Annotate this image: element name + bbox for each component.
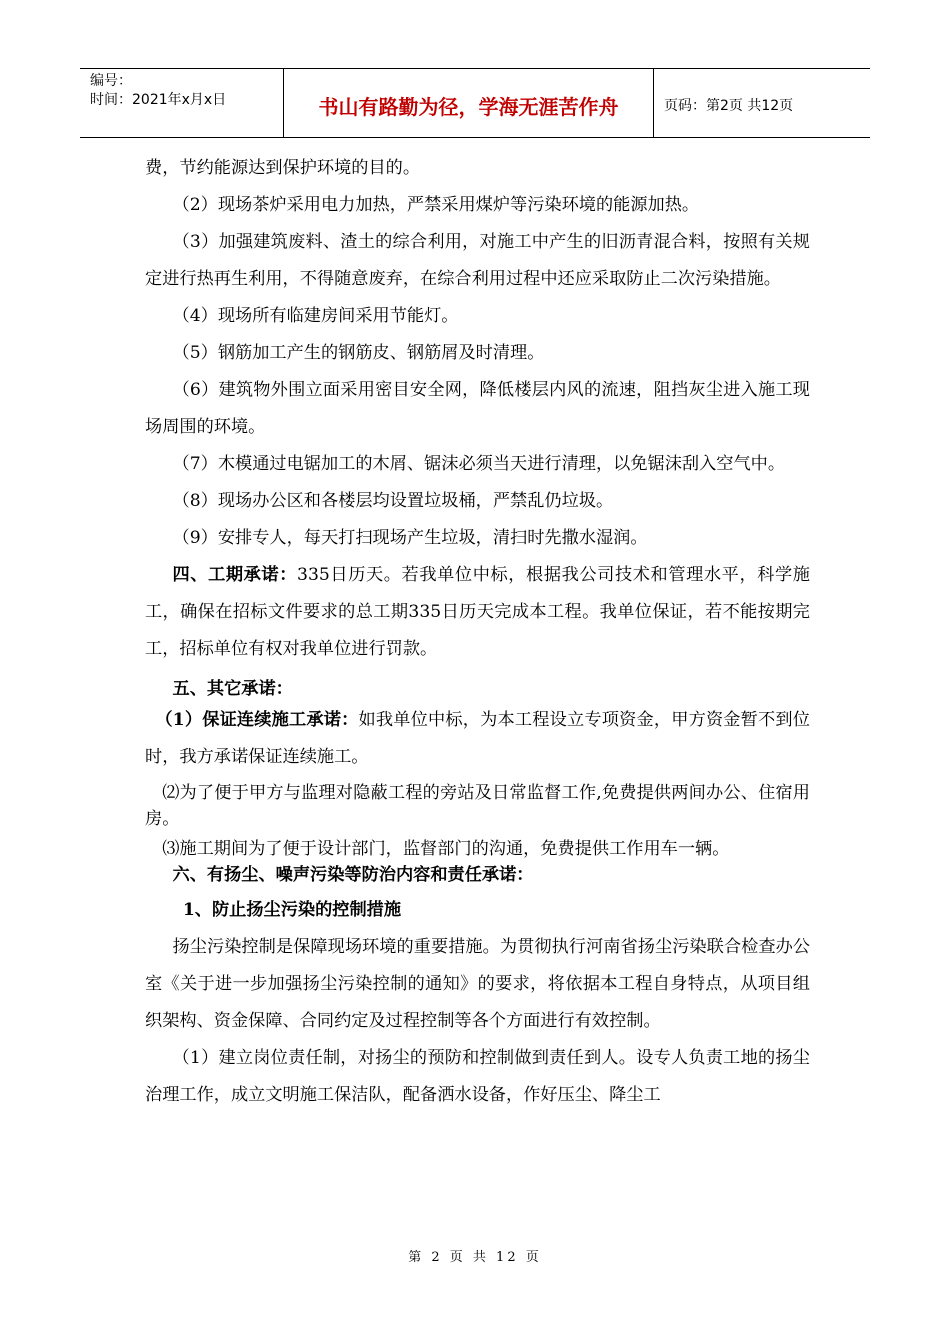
time-label: 时间：2021年x月x日 (90, 92, 227, 108)
page-footer: 第 2 页 共 12 页 (408, 1250, 542, 1265)
header-page-info: 页码：第2页 共12页 (664, 98, 794, 114)
paragraph: （5）钢筋加工产生的钢筋皮、钢筋屑及时清理。 (172, 343, 545, 363)
section-6-subheading-1: 1、防止扬尘污染的控制措施 (182, 900, 402, 920)
section-5-item-2: ⑵为了便于甲方与监理对隐蔽工程的旁站及日常监督工作,免费提供两间办公、住宿用房。 (145, 783, 810, 829)
page-header (80, 68, 870, 138)
section-5-item-3: ⑶施工期间为了便于设计部门，监督部门的沟通，免费提供工作用车一辆。 (162, 839, 730, 859)
header-meta (80, 69, 284, 137)
paragraph: （7）木模通过电锯加工的木屑、锯沫必须当天进行清理，以免锯沫刮入空气中。 (172, 454, 786, 474)
section-6-heading: 六、有扬尘、噪声污染等防治内容和责任承诺： (172, 865, 534, 885)
paragraph: （8）现场办公区和各楼层均设置垃圾桶，严禁乱仍垃圾。 (172, 491, 614, 511)
paragraph: （9）安排专人，每天打扫现场产生垃圾，清扫时先撒水湿润。 (172, 528, 648, 548)
paragraph: 费，节约能源达到保护环境的目的。 (145, 158, 421, 178)
section-4-text: 335日历天。若我单位中标，根据我公司技术和管理水平，科学施工，确保在招标文件要求的总工期335日历天完成本工程。我单位保证，若不能按期完工，招标单位有权对我单位进行罚款。 (145, 565, 810, 659)
section-5-heading: 五、其它承诺： (172, 679, 293, 699)
section-5-item-1-heading: （1）保证连续施工承诺： (155, 710, 359, 730)
paragraph: （4）现场所有临建房间采用节能灯。 (172, 306, 459, 326)
paragraph: （2）现场茶炉采用电力加热，严禁采用煤炉等污染环境的能源加热。 (172, 195, 700, 215)
section-4 (145, 557, 810, 668)
code-label: 编号： (90, 73, 132, 89)
section-5-item-1 (145, 702, 810, 776)
section-4-heading: 四、工期承诺： (172, 565, 298, 585)
section-6-paragraph: （1）建立岗位责任制，对扬尘的预防和控制做到责任到人。设专人负责工地的扬尘治理工作，成立文明施工保洁队，配备洒水设备，作好压尘、降尘工 (145, 1048, 810, 1105)
paragraph: （6）建筑物外围立面采用密目安全网，降低楼层内风的流速，阻挡灰尘进入施工现场周围的环境。 (145, 380, 810, 437)
document-body (145, 150, 810, 1114)
section-5-item-1-text: 如我单位中标，为本工程设立专项资金，甲方资金暂不到位时，我方承诺保证连续施工。 (145, 710, 810, 767)
header-motto: 书山有路勤为径，学海无涯苦作舟 (284, 69, 654, 137)
paragraph: （3）加强建筑废料、渣土的综合利用，对施工中产生的旧沥青混合料，按照有关规定进行热再生利用，不得随意废弃，在综合利用过程中还应采取防止二次污染措施。 (145, 232, 810, 289)
section-6-paragraph: 扬尘污染控制是保障现场环境的重要措施。为贯彻执行河南省扬尘污染联合检查办公室《关于进一步加强扬尘污染控制的通知》的要求，将依据本工程自身特点，从项目组织架构、资金保障、合同约定及过程控制等各个方面进行有效控制。 (145, 937, 810, 1031)
